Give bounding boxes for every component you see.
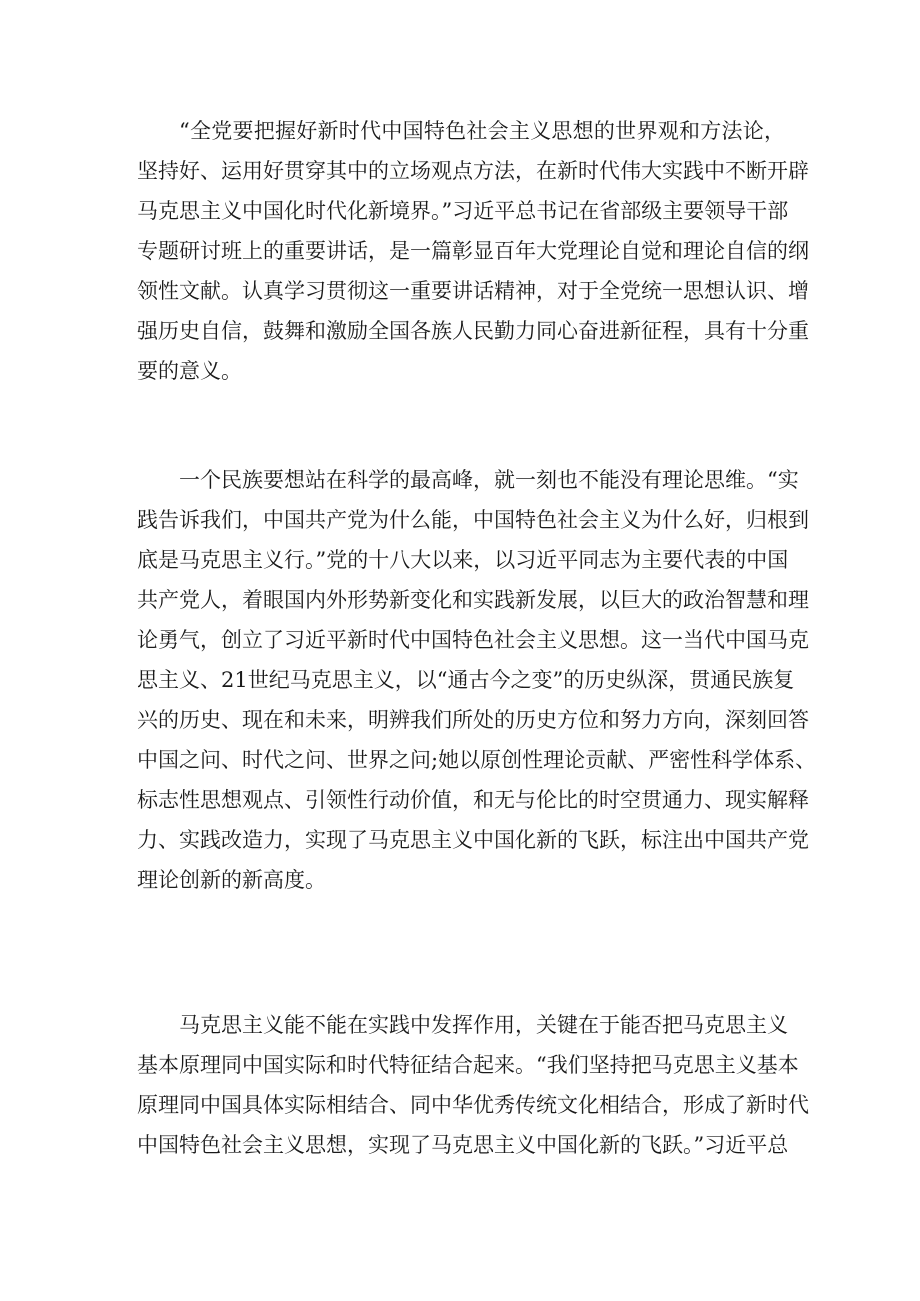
text-line: 中国之问、时代之问、世界之问;她以原创性理论贡献、严密性科学体系、 <box>137 748 817 772</box>
paragraph-1 <box>137 111 809 391</box>
text-line: 标志性思想观点、引领性行动价值，和无与伦比的时空贯通力、现实解释 <box>137 788 809 812</box>
text-line: 要的意义。 <box>137 359 242 383</box>
text-line: 领性文献。认真学习贯彻这一重要讲话精神，对于全党统一思想认识、增 <box>137 279 809 303</box>
text-line: 底是马克思主义行。”党的十八大以来，以习近平同志为主要代表的中国 <box>137 548 789 572</box>
text-line: 共产党人，着眼国内外形势新变化和实践新发展，以巨大的政治智慧和理 <box>137 588 809 612</box>
text-line: “全党要把握好新时代中国特色社会主义思想的世界观和方法论， <box>179 119 785 143</box>
text-line: 原理同中国具体实际相结合、同中华优秀传统文化相结合，形成了新时代 <box>137 1093 809 1117</box>
text-line: 坚持好、运用好贯穿其中的立场观点方法，在新时代伟大实践中不断开辟 <box>137 159 809 183</box>
text-line: 专题研讨班上的重要讲话，是一篇彰显百年大党理论自觉和理论自信的纲 <box>137 239 809 263</box>
paragraph-2 <box>137 460 817 900</box>
text-line: 论勇气，创立了习近平新时代中国特色社会主义思想。这一当代中国马克 <box>137 628 809 652</box>
text-line: 马克思主义中国化时代化新境界。”习近平总书记在省部级主要领导干部 <box>137 199 789 223</box>
text-line: 中国特色社会主义思想，实现了马克思主义中国化新的飞跃。”习近平总 <box>137 1133 789 1157</box>
text-line: 马克思主义能不能在实践中发挥作用，关键在于能否把马克思主义 <box>179 1013 788 1037</box>
text-line: 践告诉我们，中国共产党为什么能，中国特色社会主义为什么好，归根到 <box>137 508 809 532</box>
text-line: 一个民族要想站在科学的最高峰，就一刻也不能没有理论思维。“实 <box>179 468 799 492</box>
paragraph-3 <box>137 1005 809 1165</box>
text-line: 力、实践改造力，实现了马克思主义中国化新的飞跃，标注出中国共产党 <box>137 828 809 852</box>
text-line: 基本原理同中国实际和时代特征结合起来。“我们坚持把马克思主义基本 <box>137 1053 799 1077</box>
text-line: 强历史自信，鼓舞和激励全国各族人民勤力同心奋进新征程，具有十分重 <box>137 319 809 343</box>
text-line: 兴的历史、现在和未来，明辨我们所处的历史方位和努力方向，深刻回答 <box>137 708 809 732</box>
text-line: 思主义、21世纪马克思主义，以“通古今之变”的历史纵深，贯通民族复 <box>137 668 795 692</box>
text-line: 理论创新的新高度。 <box>137 868 326 892</box>
